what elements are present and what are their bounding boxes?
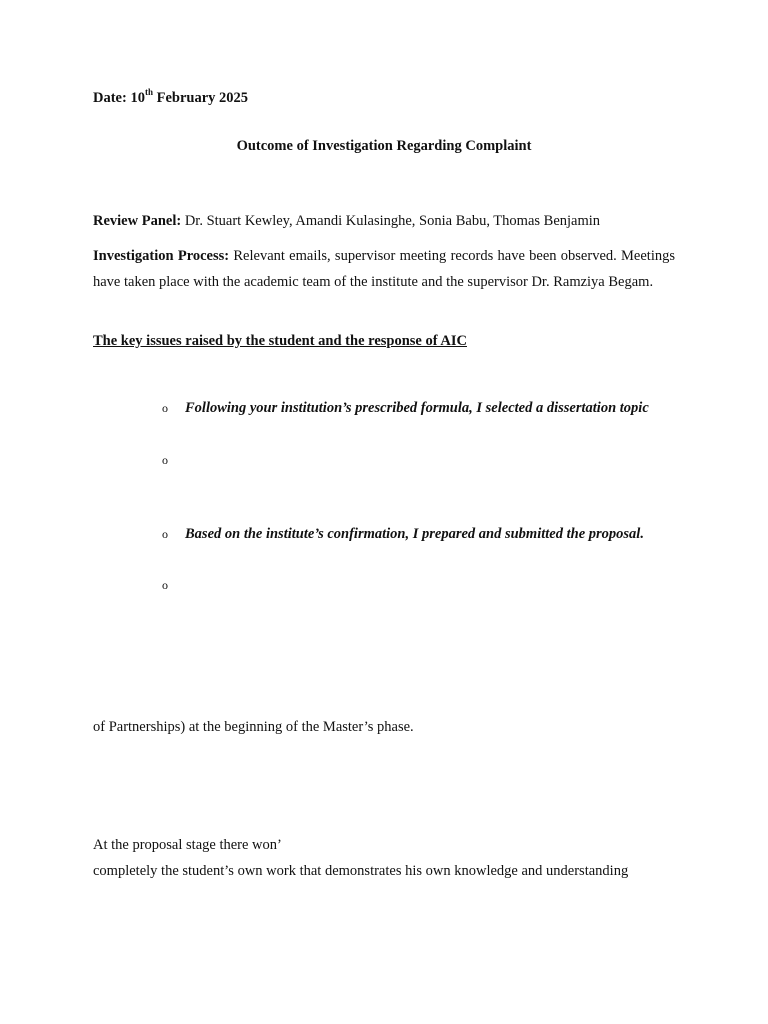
document-date xyxy=(93,88,248,107)
investigation-text: Relevant emails, supervisor meeting records have been observed. Meetings have taken place with the academic team of the institute and the supervisor Dr. Ramziya Begam. xyxy=(93,248,675,290)
bullet-item xyxy=(162,400,676,417)
bullet-circle-icon: o xyxy=(162,453,168,468)
date-suffix: th xyxy=(144,87,153,97)
investigation-label: Investigation Process: xyxy=(93,248,230,264)
key-issues-heading: The key issues raised by the student and the response of AIC xyxy=(93,333,467,349)
bullet-circle-icon: o xyxy=(162,527,168,542)
bullet-item xyxy=(162,452,676,469)
document-title: Outcome of Investigation Regarding Complaint xyxy=(236,138,532,154)
bullet-circle-icon: o xyxy=(162,578,168,593)
proposal-stage-line: At the proposal stage there won’ xyxy=(93,837,282,853)
bullet-item xyxy=(162,526,676,543)
bullet-circle-icon: o xyxy=(162,401,168,416)
date-label: Date: 10 xyxy=(93,89,145,106)
bullet-item xyxy=(162,577,676,594)
review-panel xyxy=(93,213,600,230)
bullet-text: Following your institution’s prescribed formula, I selected a dissertation topic xyxy=(185,400,649,416)
review-panel-label: Review Panel: xyxy=(93,213,182,229)
date-rest: February 2025 xyxy=(152,89,249,106)
bullet-text: Based on the institute’s confirmation, I prepared and submitted the proposal. xyxy=(185,526,644,542)
review-panel-members: Dr. Stuart Kewley, Amandi Kulasinghe, Sonia Babu, Thomas Benjamin xyxy=(181,213,601,229)
partnerships-line: of Partnerships) at the beginning of the Master’s phase. xyxy=(93,719,414,735)
investigation-process xyxy=(93,243,675,295)
own-work-line: completely the student’s own work that demonstrates his own knowledge and understanding xyxy=(93,863,629,879)
